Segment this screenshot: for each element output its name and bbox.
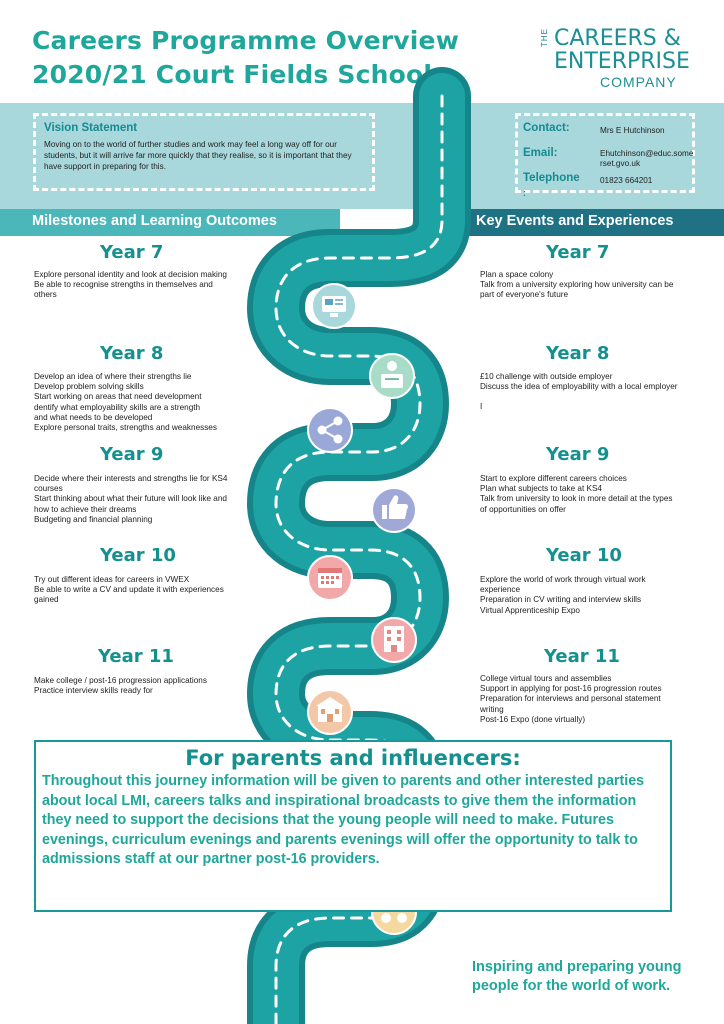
event-line: Plan what subjects to take at KS4 (480, 484, 602, 494)
milestone-line: gained (34, 595, 59, 605)
milestone-line: courses (34, 484, 63, 494)
parents-title: For parents and influencers: (185, 746, 521, 770)
event-year-7-text (480, 270, 720, 301)
milestone-line: Make college / post-16 progression applications (34, 676, 207, 685)
vision-statement-box (33, 113, 375, 191)
event-line: Start to explore different careers choices (480, 474, 627, 483)
logo-line-2: ENTERPRISE (554, 49, 690, 74)
event-line: of opportunities on offer (480, 504, 566, 514)
milestone-year-9-title: Year 9 (100, 444, 164, 465)
milestone-line: Budgeting and financial planning (34, 514, 153, 524)
milestone-year-7-title: Year 7 (100, 242, 164, 263)
milestone-line: and what needs to be developed (34, 412, 153, 422)
telephone-label: Telephone (523, 172, 580, 184)
event-line: I (480, 402, 483, 412)
milestone-year-8-text (34, 372, 274, 433)
event-year-10-title: Year 10 (546, 545, 622, 566)
event-year-8-text (480, 372, 720, 413)
event-line: Post-16 Expo (done virtually) (480, 714, 586, 724)
event-line: Preparation in CV writing and interview skills (480, 595, 642, 605)
milestone-year-10-title: Year 10 (100, 545, 176, 566)
event-year-7-title: Year 7 (546, 242, 610, 263)
milestone-line: how to achieve their dreams (34, 504, 137, 514)
event-year-8-title: Year 8 (546, 343, 610, 364)
contact-label: Contact: (523, 122, 570, 134)
milestone-line: Practice interview skills ready for (34, 686, 153, 696)
email-value: Ehutchinson@educ.somerset.gvo.uk (600, 149, 694, 168)
events-section-title: Key Events and Experiences (476, 213, 674, 229)
milestone-year-8-title: Year 8 (100, 343, 164, 364)
contact-box (515, 113, 695, 198)
event-line: Talk from a university exploring how university can be (480, 280, 674, 290)
thumbs-up-icon (372, 488, 416, 532)
telephone-colon: : (523, 188, 526, 198)
event-line: Explore the world of work through virtual work (480, 575, 646, 584)
milestone-line: others (34, 290, 57, 300)
milestone-year-11-text (34, 676, 274, 696)
event-line: £10 challenge with outside employer (480, 372, 613, 381)
event-line: Preparation for interviews and personal statement (480, 694, 661, 704)
event-year-9-text (480, 474, 720, 515)
contact-value: Mrs E Hutchinson (600, 126, 665, 135)
computer-screen-icon (312, 284, 356, 328)
event-line: part of everyone's future (480, 290, 569, 300)
office-building-icon (372, 618, 416, 662)
event-year-9-title: Year 9 (546, 444, 610, 465)
milestone-year-11-title: Year 11 (98, 646, 174, 667)
milestones-section-title: Milestones and Learning Outcomes (32, 213, 277, 229)
event-line: Discuss the idea of employability with a local employer (480, 382, 678, 392)
milestone-line: Develop an idea of where their strengths lie (34, 372, 192, 381)
event-line: Virtual Apprenticeship Expo (480, 605, 580, 615)
milestone-year-9-text (34, 474, 274, 525)
logo-line-1: CAREERS & (554, 26, 681, 51)
tagline: Inspiring and preparing young people for the world of work. (472, 959, 682, 994)
page-title-line-2: 2020/21 Court Fields School (32, 60, 433, 89)
parents-text: Throughout this journey information will be given to parents and other interested parties about local LMI, careers talks and inspirational broadcasts to give them the information they need to support the decisions that the young people will need to make. Futures evenings, curriculum evenings and parents evenings will offer the opportunity to talk to admissions staff at our partner post-16 providers. (42, 773, 645, 867)
share-network-icon (308, 408, 352, 452)
logo-line-3: COMPANY (600, 74, 677, 90)
telephone-value: 01823 664201 (600, 176, 653, 185)
event-line: writing (480, 704, 504, 714)
event-year-10-text (480, 575, 720, 616)
milestone-line: Start thinking about what their future will look like and (34, 494, 227, 504)
presenter-icon (370, 354, 414, 398)
vision-title: Vision Statement (44, 122, 138, 134)
milestone-line: Start working on areas that need development (34, 392, 202, 402)
event-line: College virtual tours and assemblies (480, 674, 612, 683)
milestone-line: Develop problem solving skills (34, 382, 144, 392)
milestone-line: Decide where their interests and strengths lie for KS4 (34, 474, 228, 483)
milestone-year-10-text (34, 575, 274, 606)
event-line: Talk from university to look in more detail at the types (480, 494, 673, 504)
vision-text: Moving on to the world of further studies and work may feel a long way off for our students, but it will arrive far more quickly that they realise, so it is important that they have support in preparing for this. (44, 140, 352, 171)
logo-the: THE (540, 28, 549, 47)
email-label: Email: (523, 147, 558, 159)
milestone-line: Be able to write a CV and update it with experiences (34, 585, 224, 595)
milestone-line: Try out different ideas for careers in VWEX (34, 575, 190, 584)
milestone-line: Explore personal identity and look at decision making (34, 270, 227, 279)
milestone-line: Explore personal traits, strengths and weaknesses (34, 423, 217, 433)
event-line: experience (480, 585, 521, 595)
event-line: Plan a space colony (480, 270, 554, 279)
event-line (480, 392, 720, 402)
milestone-year-7-text (34, 270, 274, 301)
event-year-11-text (480, 674, 720, 725)
milestone-line: Be able to recognise strengths in themselves and (34, 280, 213, 290)
milestone-line: dentify what employability skills are a strength (34, 402, 201, 412)
school-building-icon (308, 690, 352, 734)
page-title-line-1: Careers Programme Overview (32, 26, 460, 55)
event-line: Support in applying for post-16 progression routes (480, 684, 662, 694)
calendar-icon (308, 556, 352, 600)
parents-influencers-box (34, 740, 672, 912)
event-year-11-title: Year 11 (544, 646, 620, 667)
